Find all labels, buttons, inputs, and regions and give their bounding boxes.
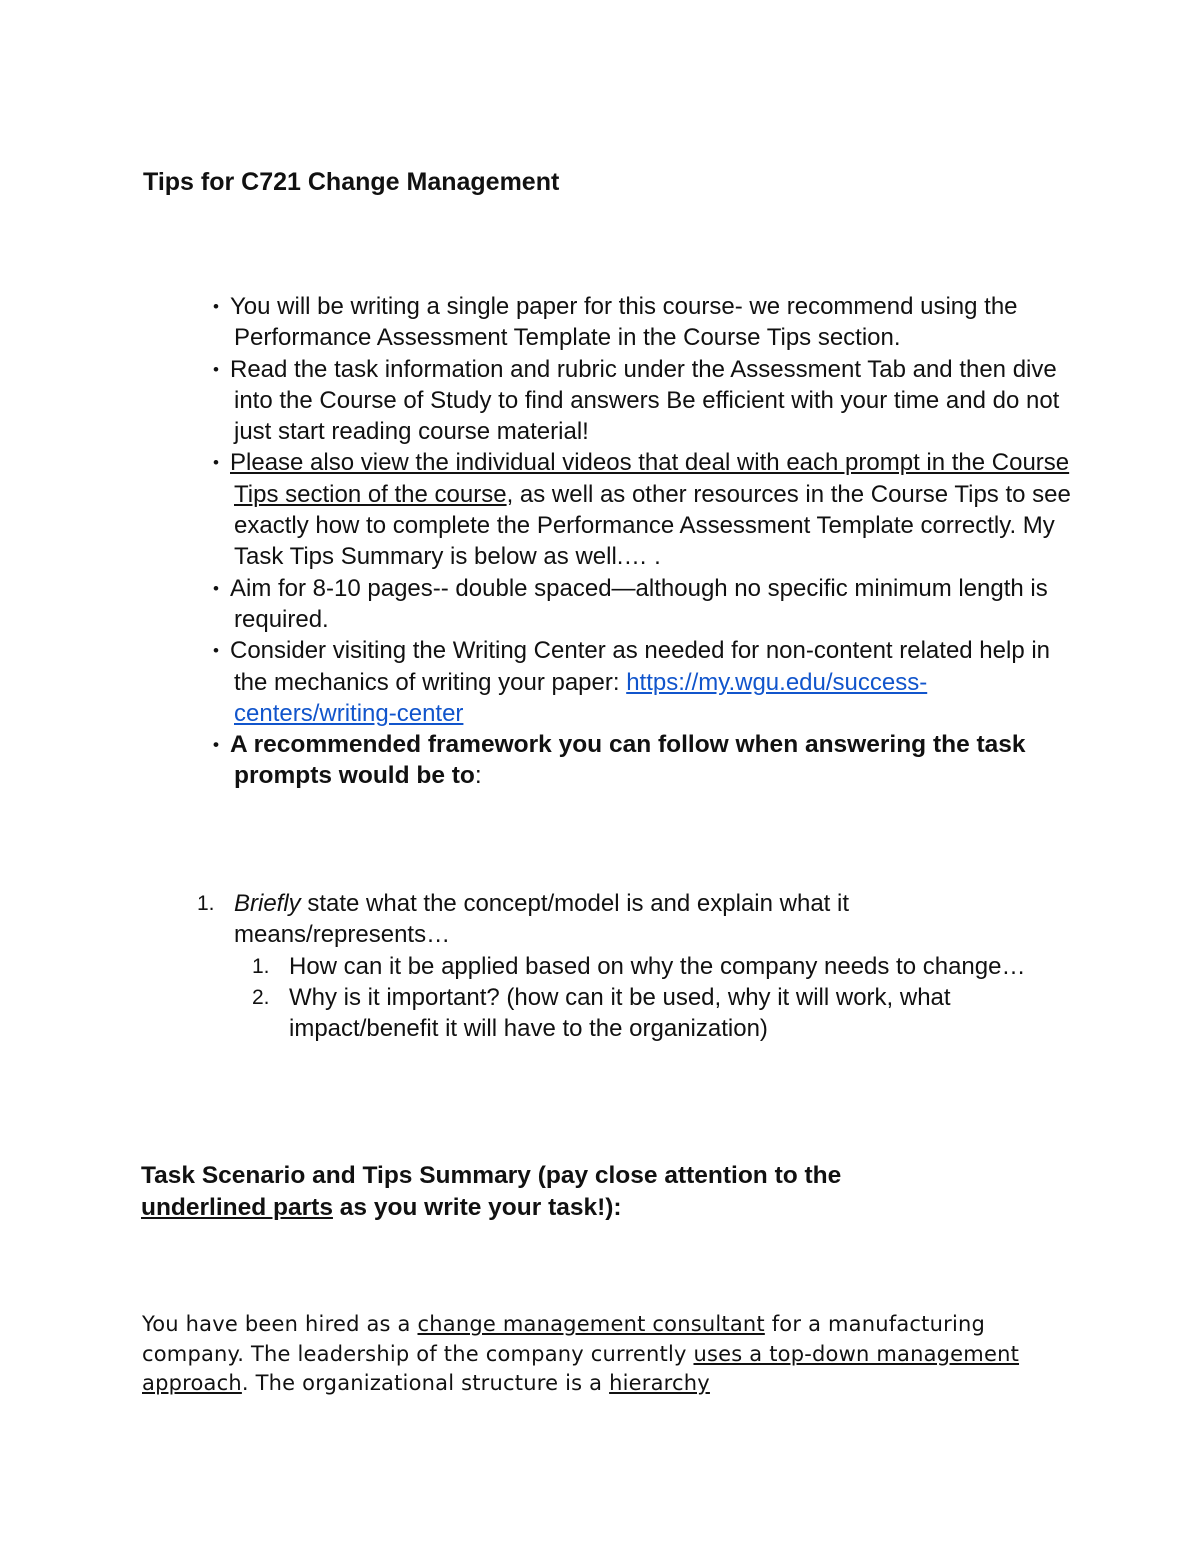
tips-list xyxy=(196,291,1076,792)
list-number: 1. xyxy=(252,954,270,978)
list-item-text: Consider visiting the Writing Center as needed for non-content related help in the mechanics of writing your paper: xyxy=(230,637,1051,696)
underlined-text: uses a top-down management approach xyxy=(142,1341,1020,1395)
heading-text: Task Scenario and Tips Summary (pay close attention to the xyxy=(141,1162,842,1189)
sub-item-text: How can it be applied based on why the company needs to change… xyxy=(289,952,1026,980)
list-item xyxy=(196,447,1076,572)
numbered-item-text: state what the concept/model is and explain what it means/represents… xyxy=(234,890,850,949)
bullet-icon: • xyxy=(213,297,219,316)
bullet-icon: • xyxy=(213,453,219,473)
list-item xyxy=(196,354,1076,448)
list-item-text: You will be writing a single paper for this course- we recommend using the Performance Assessment Template in the Course Tips section. xyxy=(230,293,1018,352)
list-item-text: , as well as other resources in the Course Tips to see exactly how to complete the Performance Assessment Template correctly. My Task Tips Summary is below as well.… . xyxy=(234,480,1071,571)
bullet-icon: • xyxy=(213,641,219,661)
heading-underlined: underlined parts xyxy=(141,1193,333,1221)
sub-list-item xyxy=(252,951,1057,982)
sub-list-item xyxy=(252,982,1057,1045)
list-item xyxy=(196,291,1076,354)
numbered-item xyxy=(197,888,1057,951)
list-item-text: A recommended framework you can follow when answering the task prompts would be to xyxy=(230,731,1026,790)
list-item xyxy=(196,729,1076,792)
underlined-text: hierarchy xyxy=(609,1371,710,1395)
bullet-icon: • xyxy=(213,578,219,598)
list-item-suffix: : xyxy=(474,762,482,790)
underlined-text: change management consultant xyxy=(417,1312,765,1336)
underlined-text: Please also view the individual videos that deal with each prompt in the Course Tips section of the course xyxy=(230,449,1070,508)
page-title: Tips for C721 Change Management xyxy=(143,168,560,196)
list-item xyxy=(196,635,1076,729)
list-item-text: Read the task information and rubric under the Assessment Tab and then dive into the Course of Study to find answers Be efficient with your time and do not just start reading course material! xyxy=(230,355,1060,446)
heading-text: as you write your task!): xyxy=(332,1193,622,1221)
framework-list xyxy=(197,888,1057,1044)
italic-text: Briefly xyxy=(234,890,301,917)
scenario-paragraph xyxy=(142,1310,1062,1399)
paragraph-text: You have been hired as a xyxy=(142,1312,418,1336)
bullet-icon: • xyxy=(213,735,219,755)
list-number: 2. xyxy=(252,985,270,1009)
list-item-text: Aim for 8-10 pages-- double spaced—although no specific minimum length is required. xyxy=(230,574,1048,633)
writing-center-link[interactable]: https://my.wgu.edu/success-centers/writing-center xyxy=(234,668,928,727)
sub-list xyxy=(252,951,1057,1045)
list-number: 1. xyxy=(197,892,215,915)
paragraph-text: . The organizational structure is a xyxy=(241,1371,610,1395)
sub-item-text: Why is it important? (how can it be used, why it will work, what impact/benefit it will have to the organization) xyxy=(289,983,951,1043)
list-item xyxy=(196,573,1076,636)
bullet-icon: • xyxy=(213,359,219,379)
section-heading xyxy=(141,1160,941,1223)
paragraph-text: for a manufacturing company. The leadership of the company currently xyxy=(142,1312,986,1366)
